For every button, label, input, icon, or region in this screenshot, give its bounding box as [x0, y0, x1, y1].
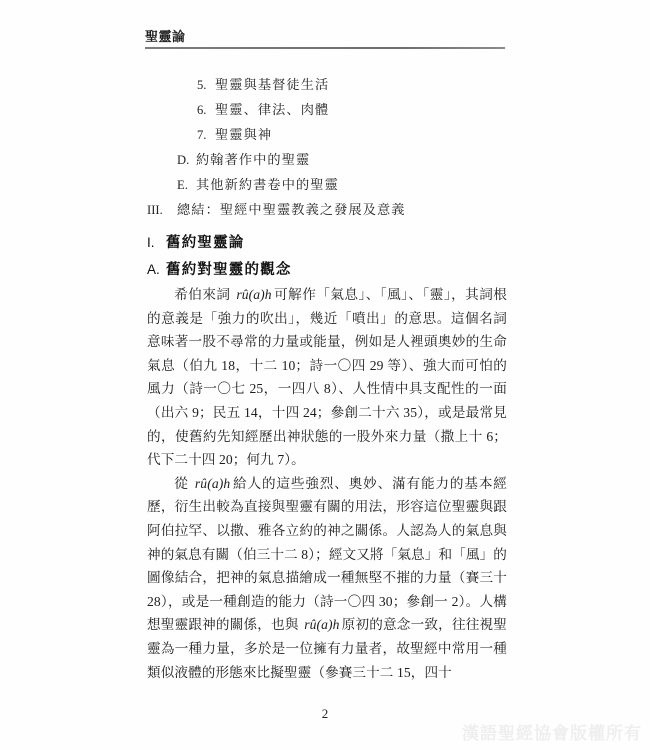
subsection-heading-title: 舊約對聖靈的觀念 — [166, 262, 292, 278]
paragraph-1-body: 可解作「氣息」、「風」、「靈」，其詞根的意義是「強力的吹出」，幾近「噴出」的意思。這個名詞意味著一股不尋常的力量或能量，例如是人裡頭奧妙的生命氣息（伯九 18，十二 10；詩一〇四 29 等）、強大而可怕的風力（詩一〇七 25，一四八 8）、人性情中具支配性的一面（出六 9；民五 14，十四 24；參創二十六 35），或是最常見的，使舊約先知經歷出神狀態的一股外來力量（撒上十 6；代下二十四 20；何九 7）。 — [147, 287, 507, 468]
hebrew-term: rû(a)h — [236, 287, 272, 302]
copyright-watermark: 漢語聖經協會版權所有 — [462, 724, 642, 743]
outline-item-marker: 5. — [197, 78, 207, 92]
outline-item — [147, 153, 507, 167]
outline-item-marker: E. — [177, 178, 188, 193]
paragraph-2-lead: 從 — [174, 475, 193, 491]
paragraph-2-body: 給人的這些強烈、奧妙、滿有能力的基本經歷，衍生出較為直接與聖靈有關的用法，形容這位聖靈與跟阿伯拉罕、以撒、雅各立約的神之關係。人認為人的氣息與神的氣息有關（伯三十二 8）；經文又將「氣息」和「風」的圖像結合，把神的氣息描繪成一種無堅不摧的力量（賽三十 28），或是一種創造的能力（詩一〇四 30；參創一 2）。人構想聖靈跟神的關係，也與 — [147, 475, 507, 633]
outline-item-marker: 7. — [197, 128, 207, 143]
section-heading-marker: I. — [147, 235, 155, 250]
outline-item-marker: III. — [147, 203, 163, 218]
section-heading-title: 舊約聖靈論 — [166, 235, 245, 251]
outline-item-label: 聖靈、律法、肉體 — [215, 102, 330, 118]
section-heading — [147, 231, 245, 252]
outline-item-label: 聖靈與神 — [215, 127, 273, 143]
outline-item-label: 其他新約書卷中的聖靈 — [196, 177, 339, 193]
outline-item-marker: 6. — [197, 103, 207, 118]
hebrew-term: rû(a)h — [194, 475, 231, 491]
paragraph-1-lead: 希伯來詞 — [174, 287, 235, 302]
outline-item — [147, 103, 507, 117]
header-rule — [145, 47, 505, 49]
subsection-heading-marker: A. — [147, 262, 160, 277]
outline-item-label: 聖靈與基督徒生活 — [215, 77, 330, 92]
outline-item — [147, 178, 507, 192]
outline-item-label: 總結：聖經中聖靈教義之發展及意義 — [177, 202, 406, 218]
hebrew-term: rû(a)h — [304, 617, 340, 633]
page-number: 2 — [321, 706, 329, 721]
outline-item-marker: D. — [177, 153, 190, 168]
body-text — [147, 283, 507, 684]
outline-item — [147, 203, 507, 217]
paragraph-2 — [147, 472, 507, 684]
outline-item-label: 約翰著作中的聖靈 — [196, 152, 311, 168]
subsection-heading — [147, 258, 292, 279]
outline-item — [147, 128, 507, 142]
paragraph-1 — [147, 283, 507, 472]
running-header-title: 聖靈論 — [145, 29, 186, 44]
outline-item — [147, 78, 507, 92]
running-header — [145, 30, 505, 49]
paragraph-2-tail: 原初的意念一致，往往視聖靈為一種力量，多於是一位擁有力量者，故聖經中常用一種類似液體的形態來比擬聖靈（參賽三十二 15，四十 — [147, 617, 507, 680]
outline-list — [147, 78, 507, 229]
